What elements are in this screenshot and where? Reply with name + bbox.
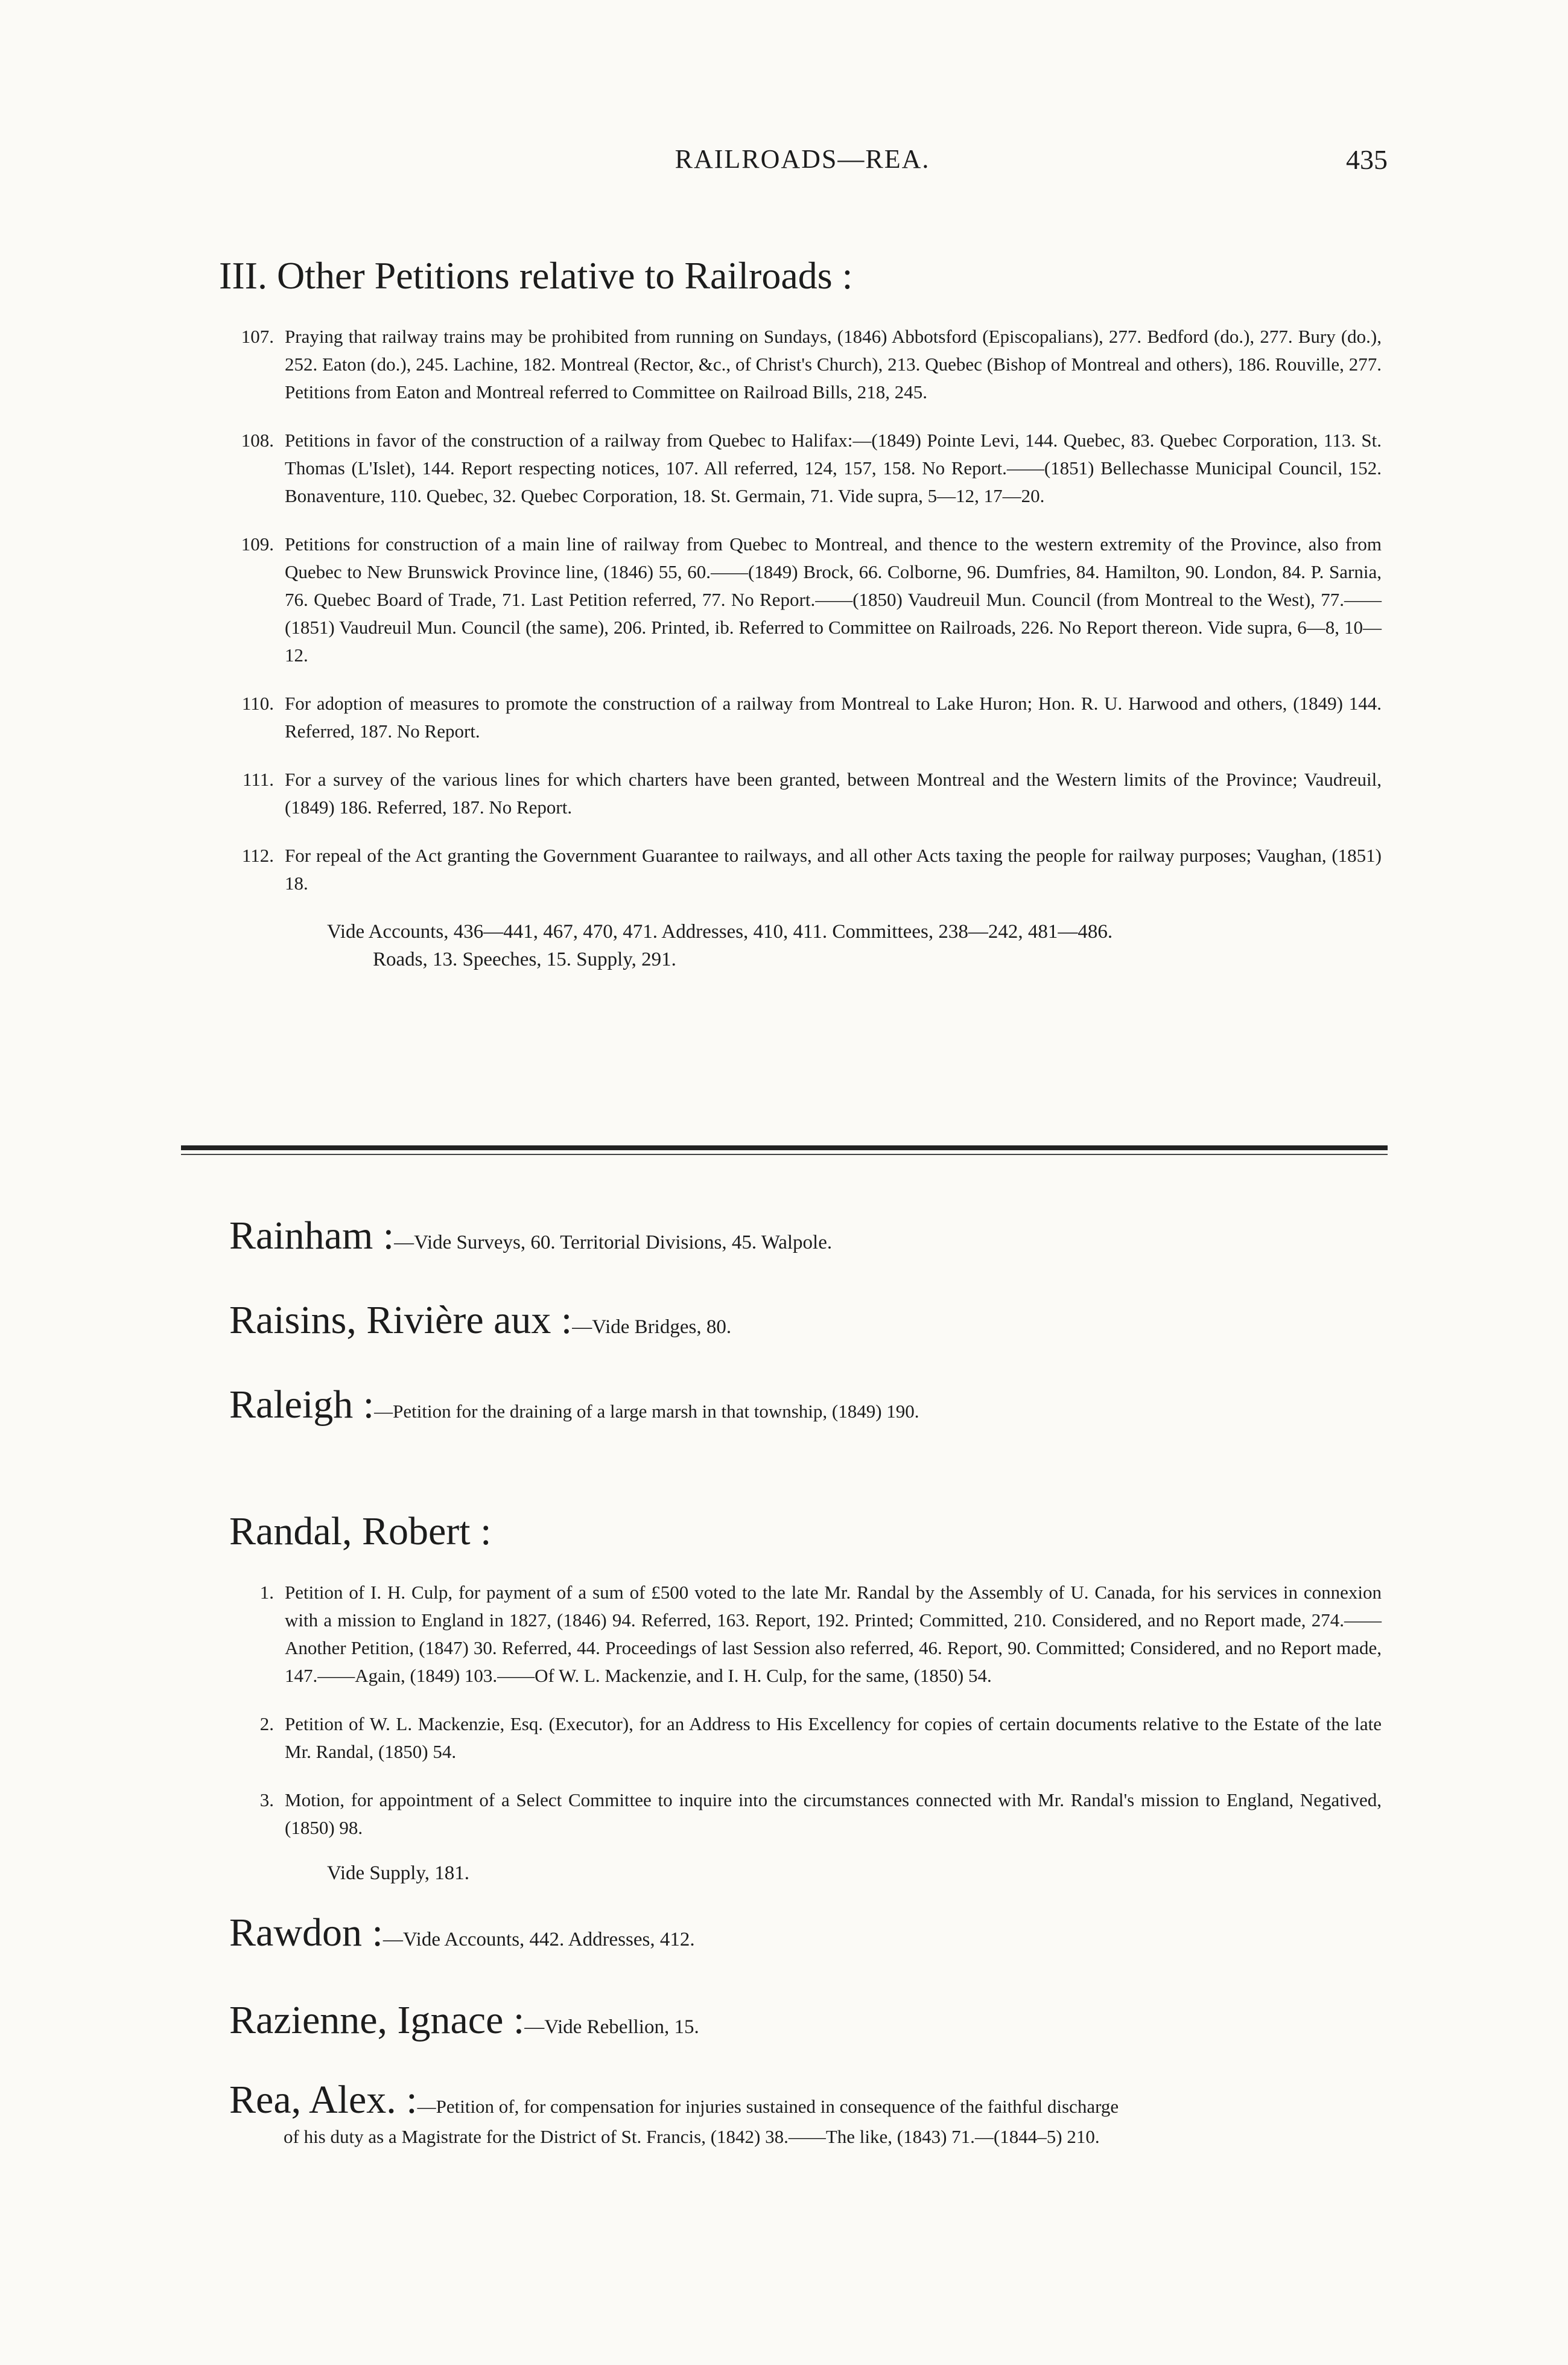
rea-text-line1: —Petition of, for compensation for injuries sustained in consequence of the faithful discharge xyxy=(417,2096,1119,2117)
heading-title: Rawdon : xyxy=(229,1911,383,1955)
entry-text: Praying that railway trains may be prohibited from running on Sundays, (1846) Abbotsford (Episcopalians), 277. Bedford (do.), 277. Bury (do.), 252. Eaton (do.), 245. Lachine, 182. Montreal (Rector, &c., of Christ's Church), 213. Quebec (Bishop of Montreal and others), 186. Rouville, 277. Petitions from Eaton and Montreal referred to Committee on Railroad Bills, 218, 245. xyxy=(285,326,1382,403)
heading-text: —Vide Rebellion, 15. xyxy=(524,2016,699,2038)
heading-text: —Vide Accounts, 442. Addresses, 412. xyxy=(382,1929,695,1950)
entry-text: Petitions for construction of a main line of railway from Quebec to Montreal, and thence to the western extremity of the Province, also from Quebec to New Brunswick Province line, (1846) 55, 60.——(1849) Brock, 66. Colborne, 96. Dumfries, 84. Hamilton, 90. London, 84. P. Sarnia, 76. Quebec Board of Trade, 71. Last Petition referred, 77. No Report.——(1850) Vaudreuil Mun. Council (from Montreal to the West), 77.——(1851) Vaudreuil Mun. Council (the same), 206. Printed, ib. Referred to Committee on Railroads, 226. No Report thereon. Vide supra, 6—8, 10—12. xyxy=(285,533,1382,666)
section-numeral: III. xyxy=(219,254,267,297)
heading-text: —Petition for the draining of a large marsh in that township, (1849) 190. xyxy=(374,1401,919,1422)
railroad-petitions-list xyxy=(199,323,1382,973)
heading-title: Rainham : xyxy=(229,1214,395,1258)
heading-title: Raleigh : xyxy=(229,1383,375,1427)
heading-text: —Vide Surveys, 60. Territorial Divisions, 45. Walpole. xyxy=(394,1232,833,1253)
entry-text: Petition of W. L. Mackenzie, Esq. (Executor), for an Address to His Excellency for copies of certain documents relative to the Estate of the late Mr. Randal, (1850) 54. xyxy=(285,1713,1382,1762)
entry-number: 3. xyxy=(259,1789,274,1810)
entry-text: Petitions in favor of the construction of a railway from Quebec to Halifax:—(1849) Pointe Levi, 144. Quebec, 83. Quebec Corporation, 113. St. Thomas (L'Islet), 144. Report respecting notices, 107. All referred, 124, 157, 158. No Report.——(1851) Bellechasse Municipal Council, 152. Bonaventure, 110. Quebec, 32. Quebec Corporation, 18. St. Germain, 71. Vide supra, 5—12, 17—20. xyxy=(285,430,1382,506)
entry-110 xyxy=(199,690,1382,745)
heading-title: Rea, Alex. : xyxy=(229,2078,417,2122)
heading-raisins xyxy=(229,1297,731,1343)
heading-raleigh xyxy=(229,1382,919,1428)
entry-number: 107. xyxy=(241,326,274,347)
cross-reference-line: Vide Supply, 181. xyxy=(327,1862,470,1884)
running-title: RAILROADS—REA. xyxy=(674,144,930,174)
randal-section xyxy=(199,1509,1382,1885)
randal-heading: Randal, Robert : xyxy=(229,1509,492,1553)
entry-text: Petition of I. H. Culp, for payment of a sum of £500 voted to the late Mr. Randal by the Assembly of U. Canada, for his services in connexion with a mission to England in 1827, (1846) 94. Referred, 163. Report, 192. Printed; Committed, 210. Considered, and no Report made, 274.——Another Petition, (1847) 30. Referred, 44. Proceedings of last Session also referred, 46. Report, 90. Committed; Considered, and no Report made, 147.——Again, (1849) 103.——Of W. L. Mackenzie, and I. H. Culp, for the same, (1850) 54. xyxy=(285,1582,1382,1686)
heading-title: Razienne, Ignace : xyxy=(229,1998,525,2042)
entry-109 xyxy=(199,530,1382,669)
randal-entry-1 xyxy=(199,1579,1382,1690)
entry-text: For adoption of measures to promote the construction of a railway from Montreal to Lake Huron; Hon. R. U. Harwood and others, (1849) 144. Referred, 187. No Report. xyxy=(285,693,1382,742)
heading-text: —Vide Bridges, 80. xyxy=(572,1316,732,1338)
entry-number: 112. xyxy=(241,845,274,866)
heading-title: Raisins, Rivière aux : xyxy=(229,1298,573,1342)
entry-112 xyxy=(199,842,1382,897)
entry-111 xyxy=(199,766,1382,821)
randal-entry-3 xyxy=(199,1786,1382,1842)
entry-number: 109. xyxy=(241,533,274,555)
section-divider-thick xyxy=(181,1145,1388,1150)
heading-rawdon xyxy=(229,1910,695,1956)
entry-number: 111. xyxy=(243,769,274,790)
entry-107 xyxy=(199,323,1382,406)
section-title: Other Petitions relative to Railroads : xyxy=(276,254,853,297)
heading-razienne xyxy=(229,1997,699,2043)
page-number: 435 xyxy=(1346,144,1388,175)
entry-text: For a survey of the various lines for which charters have been granted, between Montreal and the Western limits of the Province; Vaudreuil, (1849) 186. Referred, 187. No Report. xyxy=(285,769,1382,818)
entry-number: 2. xyxy=(259,1713,274,1734)
entry-number: 108. xyxy=(241,430,274,451)
entry-number: 110. xyxy=(241,693,274,714)
cross-reference-line: Vide Accounts, 436—441, 467, 470, 471. Addresses, 410, 411. Committees, 238—242, 481—486. xyxy=(327,921,1113,943)
entry-108 xyxy=(199,427,1382,510)
rea-entry xyxy=(229,2078,1382,2152)
entry-text: Motion, for appointment of a Select Committee to inquire into the circumstances connected with Mr. Randal's mission to England, Negatived, (1850) 98. xyxy=(285,1789,1382,1838)
randal-entry-2 xyxy=(199,1710,1382,1766)
rea-text-line2: of his duty as a Magistrate for the District of St. Francis, (1842) 38.——The like, (1843) 71.—(1844–5) 210. xyxy=(284,2126,1100,2147)
entry-number: 1. xyxy=(259,1582,274,1603)
running-header xyxy=(217,144,1388,180)
cross-reference-line: Roads, 13. Speeches, 15. Supply, 291. xyxy=(373,949,676,970)
section-heading xyxy=(219,253,852,298)
section-divider-thin xyxy=(181,1154,1388,1155)
entry-text: For repeal of the Act granting the Government Guarantee to railways, and all other Acts taxing the people for railway purposes; Vaughan, (1851) 18. xyxy=(285,845,1382,894)
heading-rainham xyxy=(229,1213,832,1259)
